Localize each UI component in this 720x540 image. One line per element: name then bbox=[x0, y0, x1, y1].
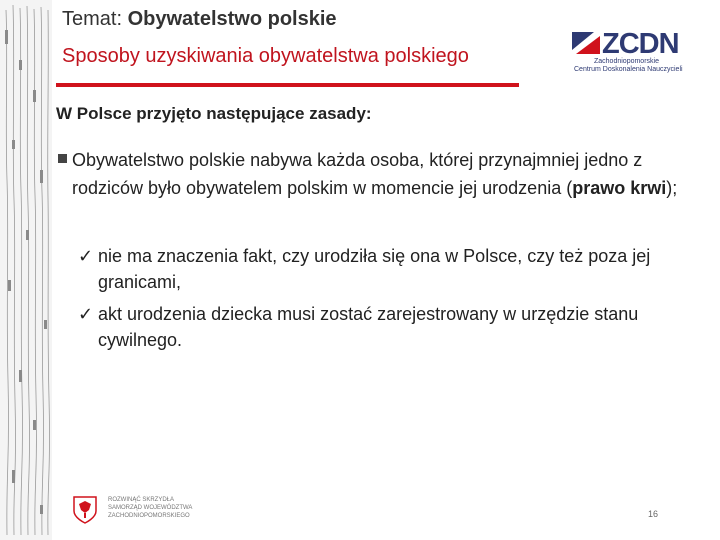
title-divider bbox=[56, 83, 519, 87]
logo-tagline-1: Zachodniopomorskie bbox=[594, 58, 659, 65]
logo-mark-icon bbox=[572, 30, 604, 56]
page-number: 16 bbox=[648, 509, 659, 519]
check-item-text: nie ma znaczenia fakt, czy urodziła się ona w Polsce, czy też poza jej granicami, bbox=[98, 246, 651, 292]
page-title bbox=[62, 8, 337, 31]
intro-heading: W Polsce przyjęto następujące zasady: bbox=[56, 104, 372, 123]
handwritten-document-strip bbox=[0, 0, 52, 540]
check-item bbox=[78, 243, 706, 295]
bullet-text-before: Obywatelstwo polskie nabywa każda osoba, której przynajmniej jedno z rodziców było obywatelem polskim w momencie jej urodzenia ( bbox=[72, 150, 643, 198]
title-topic: Obywatelstwo polskie bbox=[127, 8, 337, 30]
footer-line-3: ZACHODNIOPOMORSKIEGO bbox=[108, 513, 190, 519]
square-bullet-icon bbox=[58, 154, 67, 163]
checkmark-icon: ✓ bbox=[78, 304, 94, 324]
footer-line-2: SAMORZĄD WOJEWÓDZTWA bbox=[108, 505, 193, 511]
bullet-text-after: ); bbox=[666, 178, 678, 198]
checkmark-icon: ✓ bbox=[78, 246, 94, 266]
title-prefix: Temat: bbox=[62, 8, 128, 30]
check-item bbox=[78, 301, 706, 353]
voivodeship-crest-icon bbox=[72, 495, 98, 525]
main-bullet-text bbox=[58, 146, 706, 202]
bullet-text-bold: prawo krwi bbox=[572, 178, 667, 198]
footer-sponsor-text bbox=[108, 496, 192, 520]
page-subtitle: Sposoby uzyskiwania obywatelstwa polskiego bbox=[62, 45, 469, 67]
main-bullet bbox=[58, 146, 706, 202]
footer-line-1: ROZWINĄĆ SKRZYDŁA bbox=[108, 497, 175, 503]
logo-tagline-2: Centrum Doskonalenia Nauczycieli bbox=[574, 66, 683, 73]
logo-text: ZCDN bbox=[602, 28, 679, 60]
check-item-text: akt urodzenia dziecka musi zostać zarejestrowany w urzędzie stanu cywilnego. bbox=[98, 304, 639, 350]
